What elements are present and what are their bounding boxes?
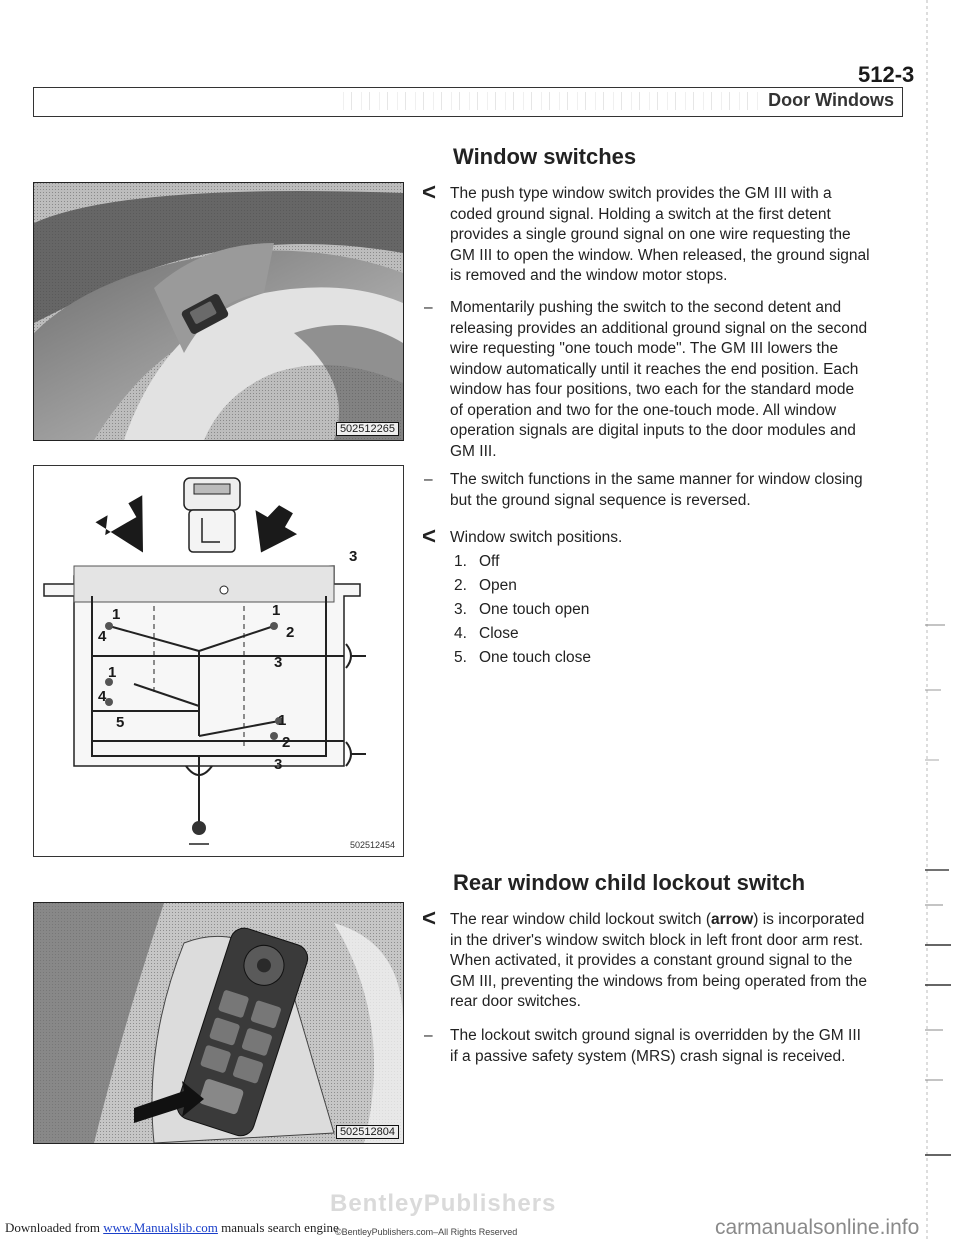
list-item: 5. One touch close [454,649,592,666]
diagram-label-5: 5 [116,714,125,731]
paragraph-closing [424,470,870,511]
list-item: 4. Close [454,625,519,642]
diagram-label-4b: 4 [98,688,107,705]
positions-intro [422,523,870,550]
photo2-code: 502512804 [336,1125,399,1139]
dash-bullet: – [424,299,433,316]
pointer-arrow-icon: < [422,179,437,206]
paragraph-second-detent-text: Momentarily pushing the switch to the second detent and releasing provides an additional ground signal on the second wire requesting "one touch mode". The GM III lowers the window automatically until it reaches the end position. Each window has four positions, two each for the standard mode of operation and two for the one-touch mode. All window operation signals are digital inputs to the door modules and GM III. [450,299,868,460]
diagram-label-1c: 1 [108,664,117,681]
paragraph-push-type-text: The push type window switch provides the GM III with a coded ground signal. Holding a switch at the first detent provides a single ground signal on one wire requesting the GM III to open the window. When released, the ground signal is removed and the window motor stops. [450,185,870,284]
switch-diagram-drawing [34,466,403,856]
pointer-arrow-icon: < [422,523,437,550]
diagram-label-4a: 4 [98,628,107,645]
paragraph-push-type [422,179,870,287]
pointer-arrow-icon: < [422,905,437,932]
margin-marks [915,0,960,1242]
paragraph-lockout: < The rear window child lockout switch (arrow) is incorporated in the driver's window switch block in left front door arm rest. When activated, it provides a constant ground signal to the GM III, preventing the windows from being operated from the rear door switches. [422,905,867,1010]
diagram-label-1d: 1 [278,712,287,729]
switch-block-photo [33,902,404,1144]
footer-watermark: BentleyPublishers [330,1190,557,1217]
list-item: 2. Open [454,577,517,594]
footer-download-note: Downloaded from www.Manualslib.com manuals search engine [5,1220,339,1235]
section-title-window-switches: Window switches [453,144,637,169]
section-title-lockout: Rear window child lockout switch [453,870,806,895]
footer-copyright: ©BentleyPublishers.com–All Rights Reserved [335,1227,518,1237]
diagram-label-1b: 1 [272,602,281,619]
dash-bullet: – [424,471,433,488]
list-item: 1. Off [454,553,500,570]
diagram-label-3a: 3 [274,654,283,671]
positions-list [454,550,591,670]
switch-block-photo-illustration [34,903,403,1143]
switch-positions-diagram [33,465,404,857]
manualslib-link[interactable]: www.Manualslib.com [103,1220,218,1235]
diagram-label-2b: 2 [282,734,291,751]
paragraph-second-detent [424,298,870,462]
header-bar [33,87,903,117]
diagram-label-1a: 1 [112,606,121,623]
diagram-label-3b: 3 [274,756,283,773]
footer-site: carmanualsonline.info [715,1216,920,1239]
diagram-code: 502512454 [349,840,395,850]
paragraph-override [424,1026,870,1067]
door-handle-photo [33,182,404,441]
positions-intro-text: Window switch positions. [450,529,623,546]
diagram-label-3: 3 [349,548,358,565]
arrow-keyword: arrow [711,911,754,928]
paragraph-override-text: The lockout switch ground signal is overridden by the GM III if a passive safety system (MRS) crash signal is received. [450,1027,861,1065]
header-speckle [334,92,764,110]
dash-bullet: – [424,1027,433,1044]
paragraph-closing-text: The switch functions in the same manner for window closing but the ground signal sequence is reversed. [450,471,863,509]
photo1-code: 502512265 [336,422,399,436]
list-item: 3. One touch open [454,601,590,618]
section-header-title: Door Windows [768,90,894,110]
diagram-label-2a: 2 [286,624,295,641]
page-number: 512-3 [858,62,915,87]
door-handle-photo-illustration [34,183,403,440]
